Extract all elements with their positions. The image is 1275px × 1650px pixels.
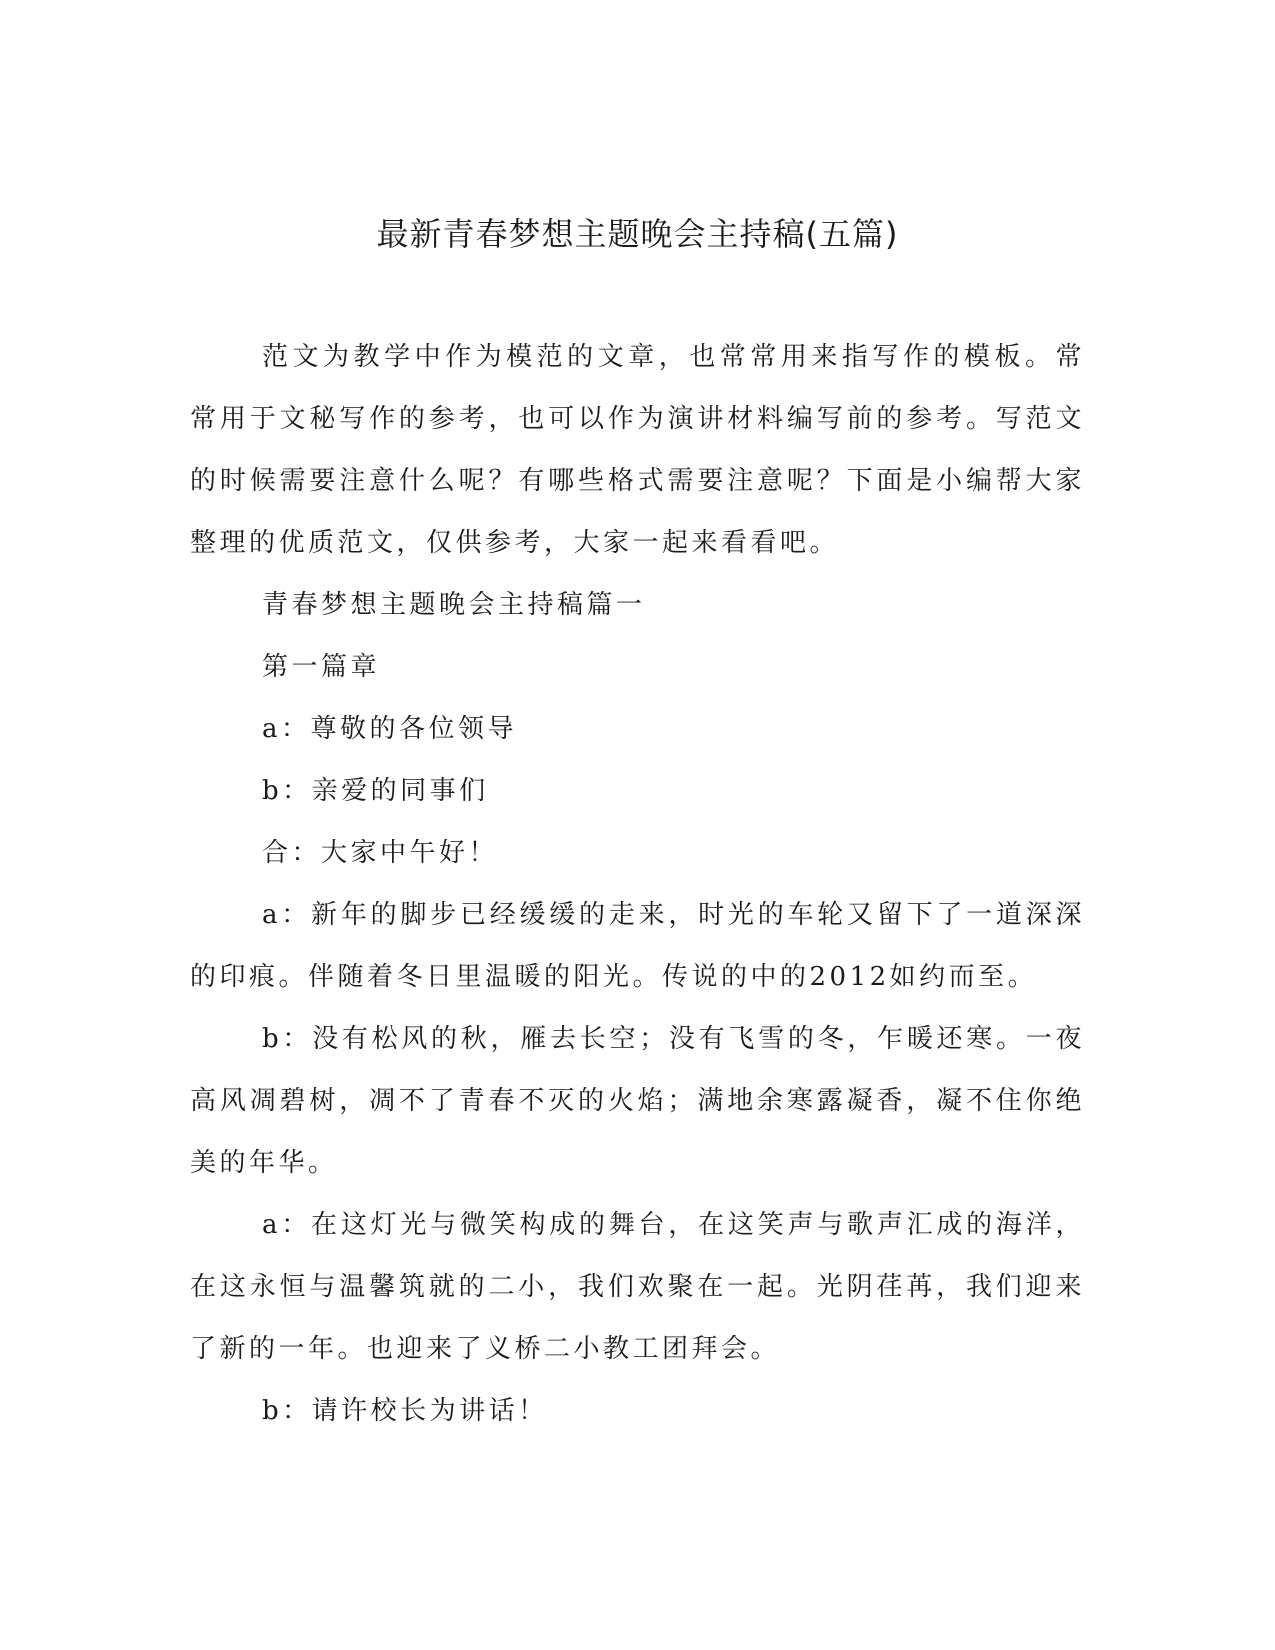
intro-paragraph: 范文为教学中作为模范的文章，也常常用来指写作的模板。常常用于文秘写作的参考，也可以作为演讲材料编写前的参考。写范文的时候需要注意什么呢？有哪些格式需要注意呢？下面是小编帮大家整理的优质范文，仅供参考，大家一起来看看吧。	[190, 342, 1085, 558]
dialogue-line: b：没有松风的秋，雁去长空；没有飞雪的冬，乍暖还寒。一夜高风凋碧树，凋不了青春不灭的火焰；满地余寒露凝香，凝不住你绝美的年华。	[190, 1024, 1085, 1178]
dialogue-line: a：在这灯光与微笑构成的舞台，在这笑声与歌声汇成的海洋，在这永恒与温馨筑就的二小，我们欢聚在一起。光阴荏苒，我们迎来了新的一年。也迎来了义桥二小教工团拜会。	[190, 1210, 1085, 1364]
dialogue-line: b：请许校长为讲话！	[262, 1396, 548, 1426]
document-title: 最新青春梦想主题晚会主持稿(五篇)	[376, 215, 899, 253]
document-body	[190, 326, 1085, 1442]
dialogue-line: a：尊敬的各位领导	[262, 714, 518, 744]
dialogue-line: a：新年的脚步已经缓缓的走来，时光的车轮又留下了一道深深的印痕。伴随着冬日里温暖的阳光。传说的中的2012如约而至。	[190, 900, 1085, 992]
chapter-heading: 第一篇章	[262, 652, 381, 682]
dialogue-line: 合：大家中午好！	[262, 838, 499, 868]
dialogue-line: b：亲爱的同事们	[262, 776, 489, 806]
section-heading: 青春梦想主题晚会主持稿篇一	[262, 590, 646, 620]
